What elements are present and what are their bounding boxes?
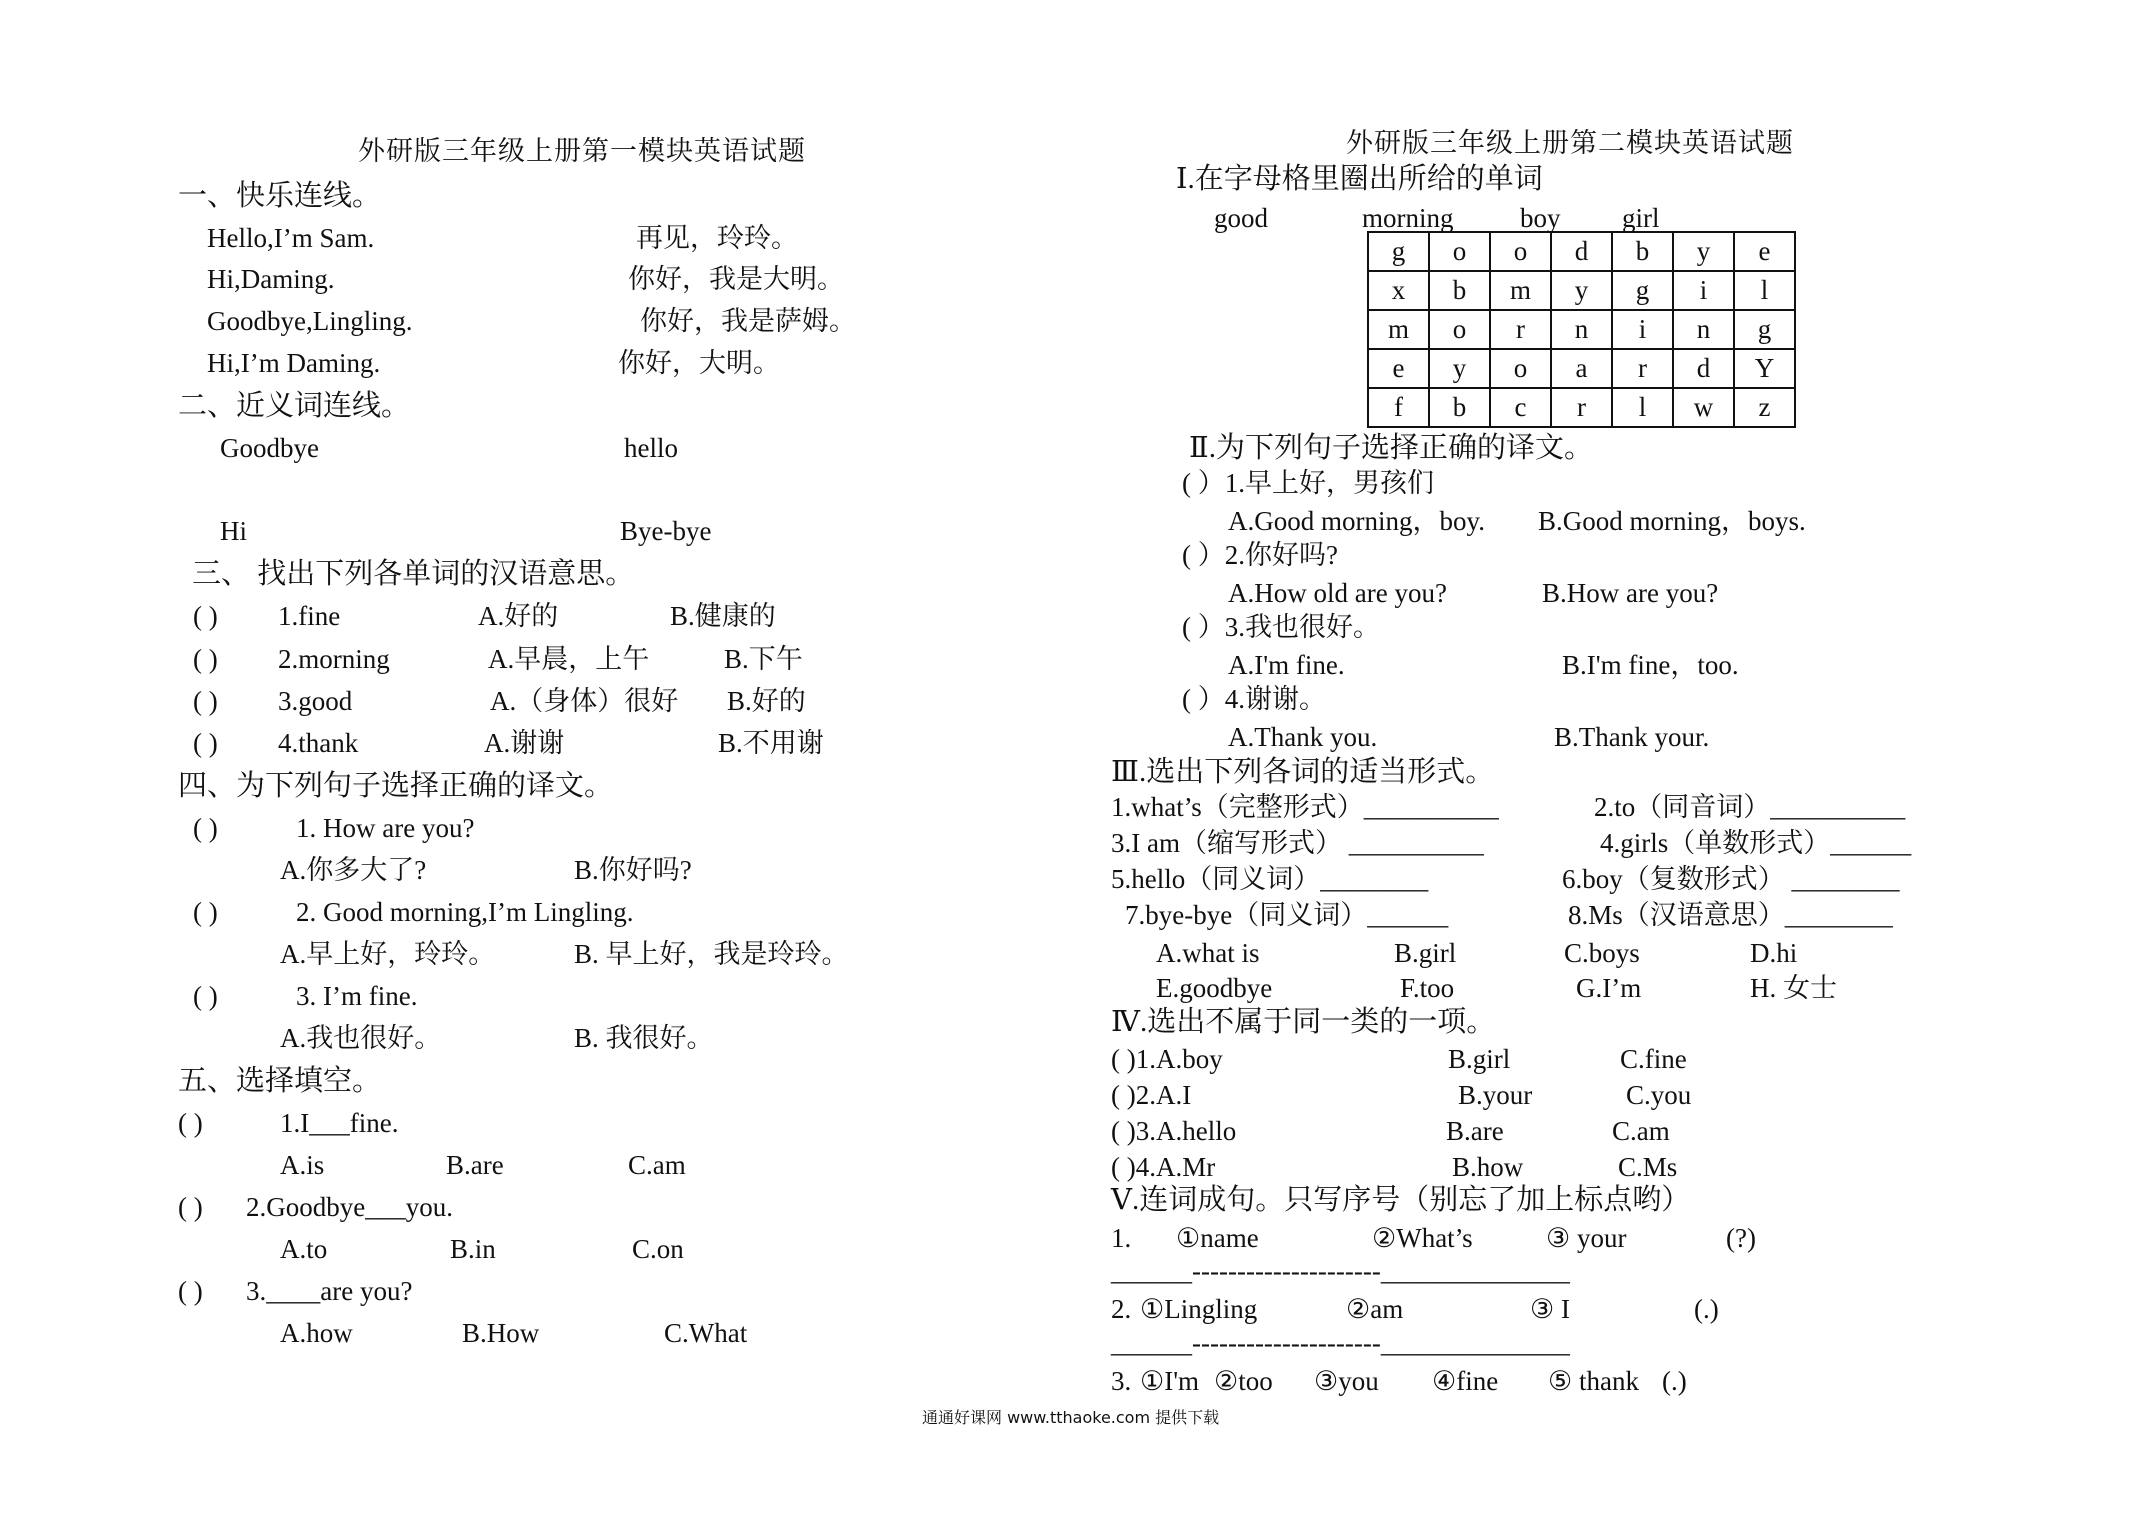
s4-optA-1: A.你多大了? bbox=[280, 855, 427, 885]
p2-optB-3: B.I'm fine，too. bbox=[1562, 650, 1739, 680]
p4-optB-3: B.are bbox=[1446, 1116, 1504, 1146]
p5-word-2-3: ③ I bbox=[1530, 1294, 1570, 1324]
letter-grid-row bbox=[1368, 271, 1795, 310]
p3-option-G: G.I’m bbox=[1576, 973, 1642, 1003]
s3-paren-3: ( ) bbox=[193, 686, 218, 716]
s5-paren-2: ( ) bbox=[178, 1192, 203, 1222]
s3-paren-1: ( ) bbox=[193, 601, 218, 631]
s5-opt-3a: A.how bbox=[280, 1318, 353, 1348]
match-right-3: 你好，我是萨姆。 bbox=[640, 306, 856, 336]
p4-optC-4: C.Ms bbox=[1618, 1152, 1678, 1182]
p4-item-2: ( )2.A.I bbox=[1111, 1080, 1192, 1110]
p2-optB-1: B.Good morning，boys. bbox=[1538, 506, 1806, 536]
letter-grid-cell: r bbox=[1612, 349, 1673, 388]
s5-opt-1a: A.is bbox=[280, 1150, 325, 1180]
s5-question-3: 3.____are you? bbox=[246, 1276, 413, 1306]
p3-option-C: C.boys bbox=[1564, 938, 1640, 968]
letter-grid-cell: g bbox=[1612, 271, 1673, 310]
s4-question-1: 1. How are you? bbox=[296, 813, 475, 843]
p5-num-3: 3. bbox=[1111, 1366, 1132, 1396]
p3-item-8: 8.Ms（汉语意思）________ bbox=[1568, 900, 1893, 930]
p3-item-4: 4.girls（单数形式）______ bbox=[1600, 828, 1912, 858]
letter-grid-cell: e bbox=[1368, 349, 1429, 388]
p4-item-3: ( )3.A.hello bbox=[1111, 1116, 1237, 1146]
letter-grid-cell: g bbox=[1368, 232, 1429, 271]
p5-word-2-2: ②am bbox=[1346, 1294, 1404, 1324]
p3-option-D: D.hi bbox=[1750, 938, 1798, 968]
s4-paren-2: ( ) bbox=[193, 897, 218, 927]
letter-grid-cell: o bbox=[1490, 232, 1551, 271]
letter-grid-cell: m bbox=[1368, 310, 1429, 349]
p4-item-4: ( )4.A.Mr bbox=[1111, 1152, 1216, 1182]
p4-optB-4: B.how bbox=[1452, 1152, 1524, 1182]
letter-grid-cell: i bbox=[1612, 310, 1673, 349]
s5-opt-1c: C.am bbox=[628, 1150, 686, 1180]
section-4-heading: 四、为下列句子选择正确的译文。 bbox=[178, 770, 614, 802]
s3-word-2: 2.morning bbox=[278, 644, 390, 674]
s5-opt-3b: B.How bbox=[462, 1318, 540, 1348]
letter-grid-cell: l bbox=[1734, 271, 1795, 310]
p3-item-2: 2.to（同音词）__________ bbox=[1594, 792, 1906, 822]
section-1-heading: 一、快乐连线。 bbox=[178, 180, 382, 212]
section-2-heading: 二、近义词连线。 bbox=[178, 390, 411, 422]
p5-answer-line-2: ______---------------------______________ bbox=[1111, 1328, 1570, 1358]
letter-grid-cell: z bbox=[1734, 388, 1795, 427]
p2-optA-4: A.Thank you. bbox=[1228, 722, 1378, 752]
match-right-1: 再见，玲玲。 bbox=[636, 223, 798, 253]
s3-word-4: 4.thank bbox=[278, 728, 359, 758]
p5-word-2-1: ①Lingling bbox=[1140, 1294, 1258, 1324]
p3-option-F: F.too bbox=[1400, 973, 1455, 1003]
s5-question-1: 1.I___fine. bbox=[280, 1108, 399, 1138]
p3-item-5: 5.hello（同义词）________ bbox=[1111, 864, 1429, 894]
s3-optA-3: A.（身体）很好 bbox=[490, 686, 679, 716]
letter-grid-cell: w bbox=[1673, 388, 1734, 427]
part-5-heading: Ⅴ.连词成句。只写序号（别忘了加上标点哟） bbox=[1111, 1184, 1691, 1216]
part-3-heading: Ⅲ.选出下列各词的适当形式。 bbox=[1111, 756, 1495, 788]
letter-grid-cell: Y bbox=[1734, 349, 1795, 388]
s5-opt-1b: B.are bbox=[446, 1150, 504, 1180]
match-right-4: 你好，大明。 bbox=[618, 348, 780, 378]
s4-optB-3: B. 我很好。 bbox=[574, 1023, 714, 1053]
word-girl: girl bbox=[1622, 203, 1660, 233]
s5-question-2: 2.Goodbye___you. bbox=[246, 1192, 453, 1222]
p5-punct-1: (?) bbox=[1726, 1223, 1756, 1253]
p3-item-1: 1.what’s（完整形式）__________ bbox=[1111, 792, 1499, 822]
letter-grid-cell: e bbox=[1734, 232, 1795, 271]
match-left-1: Hello,I’m Sam. bbox=[207, 223, 375, 253]
p3-item-6: 6.boy（复数形式） ________ bbox=[1562, 864, 1900, 894]
letter-grid-cell: a bbox=[1551, 349, 1612, 388]
s5-opt-2a: A.to bbox=[280, 1234, 328, 1264]
letter-grid-row bbox=[1368, 388, 1795, 427]
synonym-right-2: Bye-bye bbox=[620, 516, 712, 546]
p2-optA-2: A.How old are you? bbox=[1228, 578, 1447, 608]
letter-grid-cell: d bbox=[1673, 349, 1734, 388]
p2-optA-1: A.Good morning，boy. bbox=[1228, 506, 1485, 536]
s3-optB-3: B.好的 bbox=[727, 686, 806, 716]
s4-question-3: 3. I’m fine. bbox=[296, 981, 418, 1011]
part-2-heading: Ⅱ.为下列句子选择正确的译文。 bbox=[1189, 432, 1593, 464]
p5-word-3-2: ②too bbox=[1214, 1366, 1273, 1396]
section-3-heading: 三、 找出下列各单词的汉语意思。 bbox=[192, 558, 635, 590]
section-5-heading: 五、选择填空。 bbox=[178, 1065, 382, 1097]
letter-grid-cell: l bbox=[1612, 388, 1673, 427]
p2-question-4: ( ）4.谢谢。 bbox=[1182, 684, 1326, 714]
p3-option-A: A.what is bbox=[1156, 938, 1260, 968]
p5-punct-2: (.) bbox=[1694, 1294, 1719, 1324]
s4-paren-1: ( ) bbox=[193, 813, 218, 843]
letter-grid-cell: x bbox=[1368, 271, 1429, 310]
letter-grid-cell: b bbox=[1429, 271, 1490, 310]
letter-grid-cell: n bbox=[1551, 310, 1612, 349]
p5-word-3-3: ③you bbox=[1314, 1366, 1379, 1396]
s3-optB-1: B.健康的 bbox=[670, 601, 776, 631]
letter-grid-cell: b bbox=[1429, 388, 1490, 427]
s4-question-2: 2. Good morning,I’m Lingling. bbox=[296, 897, 634, 927]
p5-word-1-2: ②What’s bbox=[1372, 1223, 1473, 1253]
letter-grid-cell: d bbox=[1551, 232, 1612, 271]
p5-answer-line-1: ______---------------------______________ bbox=[1111, 1256, 1570, 1286]
letter-grid-cell: i bbox=[1673, 271, 1734, 310]
s4-paren-3: ( ) bbox=[193, 981, 218, 1011]
letter-grid-cell: o bbox=[1490, 349, 1551, 388]
s5-paren-1: ( ) bbox=[178, 1108, 203, 1138]
right-title: 外研版三年级上册第二模块英语试题 bbox=[1346, 128, 1794, 158]
p2-optB-2: B.How are you? bbox=[1542, 578, 1719, 608]
s3-optB-2: B.下午 bbox=[724, 644, 803, 674]
p3-option-E: E.goodbye bbox=[1156, 973, 1273, 1003]
p2-optB-4: B.Thank your. bbox=[1554, 722, 1710, 752]
letter-grid-cell: b bbox=[1612, 232, 1673, 271]
part-1-heading: Ⅰ.在字母格里圈出所给的单词 bbox=[1176, 163, 1543, 195]
letter-grid-row bbox=[1368, 349, 1795, 388]
p2-optA-3: A.I'm fine. bbox=[1228, 650, 1345, 680]
word-morning: morning bbox=[1362, 203, 1454, 233]
letter-grid-cell: n bbox=[1673, 310, 1734, 349]
p5-num-2: 2. bbox=[1111, 1294, 1132, 1324]
s3-paren-2: ( ) bbox=[193, 644, 218, 674]
s3-optA-2: A.早晨，上午 bbox=[488, 644, 650, 674]
word-good: good bbox=[1214, 203, 1268, 233]
p5-word-1-3: ③ your bbox=[1546, 1223, 1627, 1253]
p5-word-1-1: ①name bbox=[1176, 1223, 1259, 1253]
s5-opt-2b: B.in bbox=[450, 1234, 496, 1264]
part-4-heading: Ⅳ.选出不属于同一类的一项。 bbox=[1111, 1006, 1496, 1038]
synonym-right-1: hello bbox=[624, 433, 678, 463]
p2-question-3: ( ）3.我也很好。 bbox=[1182, 612, 1380, 642]
p4-optC-1: C.fine bbox=[1620, 1044, 1687, 1074]
match-left-3: Goodbye,Lingling. bbox=[207, 306, 413, 336]
p2-question-2: ( ）2.你好吗? bbox=[1182, 540, 1338, 570]
letter-grid-cell: y bbox=[1551, 271, 1612, 310]
match-left-2: Hi,Daming. bbox=[207, 264, 335, 294]
letter-grid-cell: y bbox=[1673, 232, 1734, 271]
s3-paren-4: ( ) bbox=[193, 728, 218, 758]
p3-option-B: B.girl bbox=[1394, 938, 1457, 968]
s3-word-1: 1.fine bbox=[278, 601, 341, 631]
letter-grid-cell: o bbox=[1429, 310, 1490, 349]
match-left-4: Hi,I’m Daming. bbox=[207, 348, 381, 378]
p4-optB-2: B.your bbox=[1458, 1080, 1533, 1110]
letter-grid-cell: g bbox=[1734, 310, 1795, 349]
letter-grid-cell: y bbox=[1429, 349, 1490, 388]
letter-grid-cell: r bbox=[1551, 388, 1612, 427]
p5-word-3-1: ①I'm bbox=[1140, 1366, 1200, 1396]
synonym-left-2: Hi bbox=[220, 516, 247, 546]
s3-optB-4: B.不用谢 bbox=[718, 728, 824, 758]
letter-grid-cell: f bbox=[1368, 388, 1429, 427]
p5-word-3-5: ⑤ thank bbox=[1548, 1366, 1639, 1396]
s5-opt-3c: C.What bbox=[664, 1318, 748, 1348]
s3-word-3: 3.good bbox=[278, 686, 353, 716]
letter-grid-cell: r bbox=[1490, 310, 1551, 349]
letter-grid-cell: c bbox=[1490, 388, 1551, 427]
p3-option-H: H. 女士 bbox=[1750, 973, 1837, 1003]
s5-paren-3: ( ) bbox=[178, 1276, 203, 1306]
s4-optB-1: B.你好吗? bbox=[574, 855, 692, 885]
p2-question-1: ( ）1.早上好，男孩们 bbox=[1182, 468, 1434, 498]
p3-item-7: 7.bye-bye（同义词）______ bbox=[1125, 900, 1449, 930]
letter-grid-cell: o bbox=[1429, 232, 1490, 271]
p4-optC-3: C.am bbox=[1612, 1116, 1670, 1146]
p5-word-3-4: ④fine bbox=[1432, 1366, 1499, 1396]
p5-punct-3: (.) bbox=[1662, 1366, 1687, 1396]
s3-optA-4: A.谢谢 bbox=[484, 728, 565, 758]
letter-grid-cell: m bbox=[1490, 271, 1551, 310]
match-right-2: 你好，我是大明。 bbox=[628, 264, 844, 294]
letter-grid bbox=[1367, 231, 1796, 428]
left-title: 外研版三年级上册第一模块英语试题 bbox=[358, 136, 806, 166]
p3-item-3: 3.I am（缩写形式） __________ bbox=[1111, 828, 1484, 858]
p4-optB-1: B.girl bbox=[1448, 1044, 1511, 1074]
s4-optB-2: B. 早上好，我是玲玲。 bbox=[574, 939, 849, 969]
synonym-left-1: Goodbye bbox=[220, 433, 319, 463]
s3-optA-1: A.好的 bbox=[478, 601, 559, 631]
letter-grid-row bbox=[1368, 310, 1795, 349]
s4-optA-3: A.我也很好。 bbox=[280, 1023, 442, 1053]
s4-optA-2: A.早上好，玲玲。 bbox=[280, 939, 496, 969]
s5-opt-2c: C.on bbox=[632, 1234, 684, 1264]
footer-credit: 通通好课网 www.tthaoke.com 提供下载 bbox=[922, 1408, 1220, 1427]
letter-grid-row bbox=[1368, 232, 1795, 271]
word-boy: boy bbox=[1520, 203, 1561, 233]
p4-item-1: ( )1.A.boy bbox=[1111, 1044, 1223, 1074]
p4-optC-2: C.you bbox=[1626, 1080, 1692, 1110]
p5-num-1: 1. bbox=[1111, 1223, 1132, 1253]
